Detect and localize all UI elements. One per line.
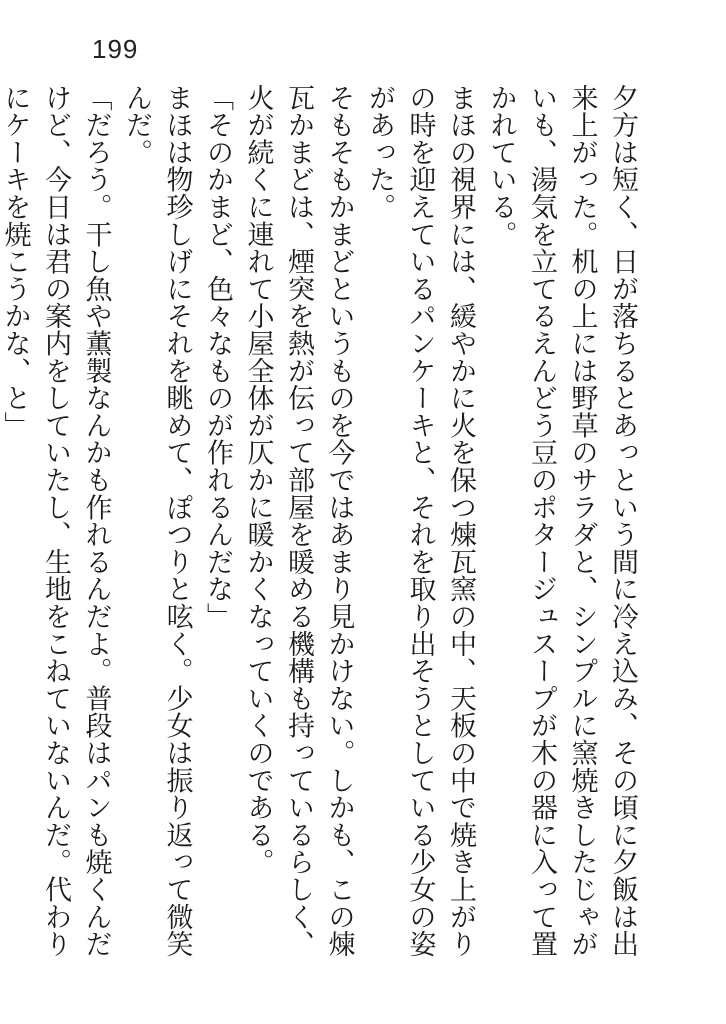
paragraph: 夕方は短く、日が落ちるとあっという間に冷え込み、その頃に夕飯は出来上がった。机の上には野草のサラダと、シンプルに窯焼きしたじゃがいも、湯気を立てるえんどう豆のポタージュスープが木の器に入って置かれている。 (485, 84, 638, 958)
page-number: 199 (92, 34, 139, 64)
paragraph: 「そのかまど、色々なものが作れるんだな」 (202, 84, 233, 630)
vertical-text-body (0, 84, 642, 964)
paragraph: まほの視界には、緩やかに火を保つ煉瓦窯の中、天板の中で焼き上がりの時を迎えているパンケーキと、それを取り出そうとしている少女の姿があった。 (364, 84, 476, 958)
paragraph: まほは物珍しげにそれを眺めて、ぽつりと呟く。少女は振り返って微笑んだ。 (121, 84, 193, 958)
paragraph: 「だろう。干し魚や薫製なんかも作れるんだよ。普段はパンも焼くんだけど、今日は君の案内をしていたし、生地をこねていないんだ。代わりにケーキを焼こうかな、と」 (0, 84, 112, 958)
paragraph: そもそもかまどというものを今ではあまり見かけない。しかも、この煉瓦かまどは、煙突を熱が伝って部屋を暖める機構も持っているらしく、火が続くに連れて小屋全体が仄かに暖かくなっていくのである。 (242, 84, 355, 958)
